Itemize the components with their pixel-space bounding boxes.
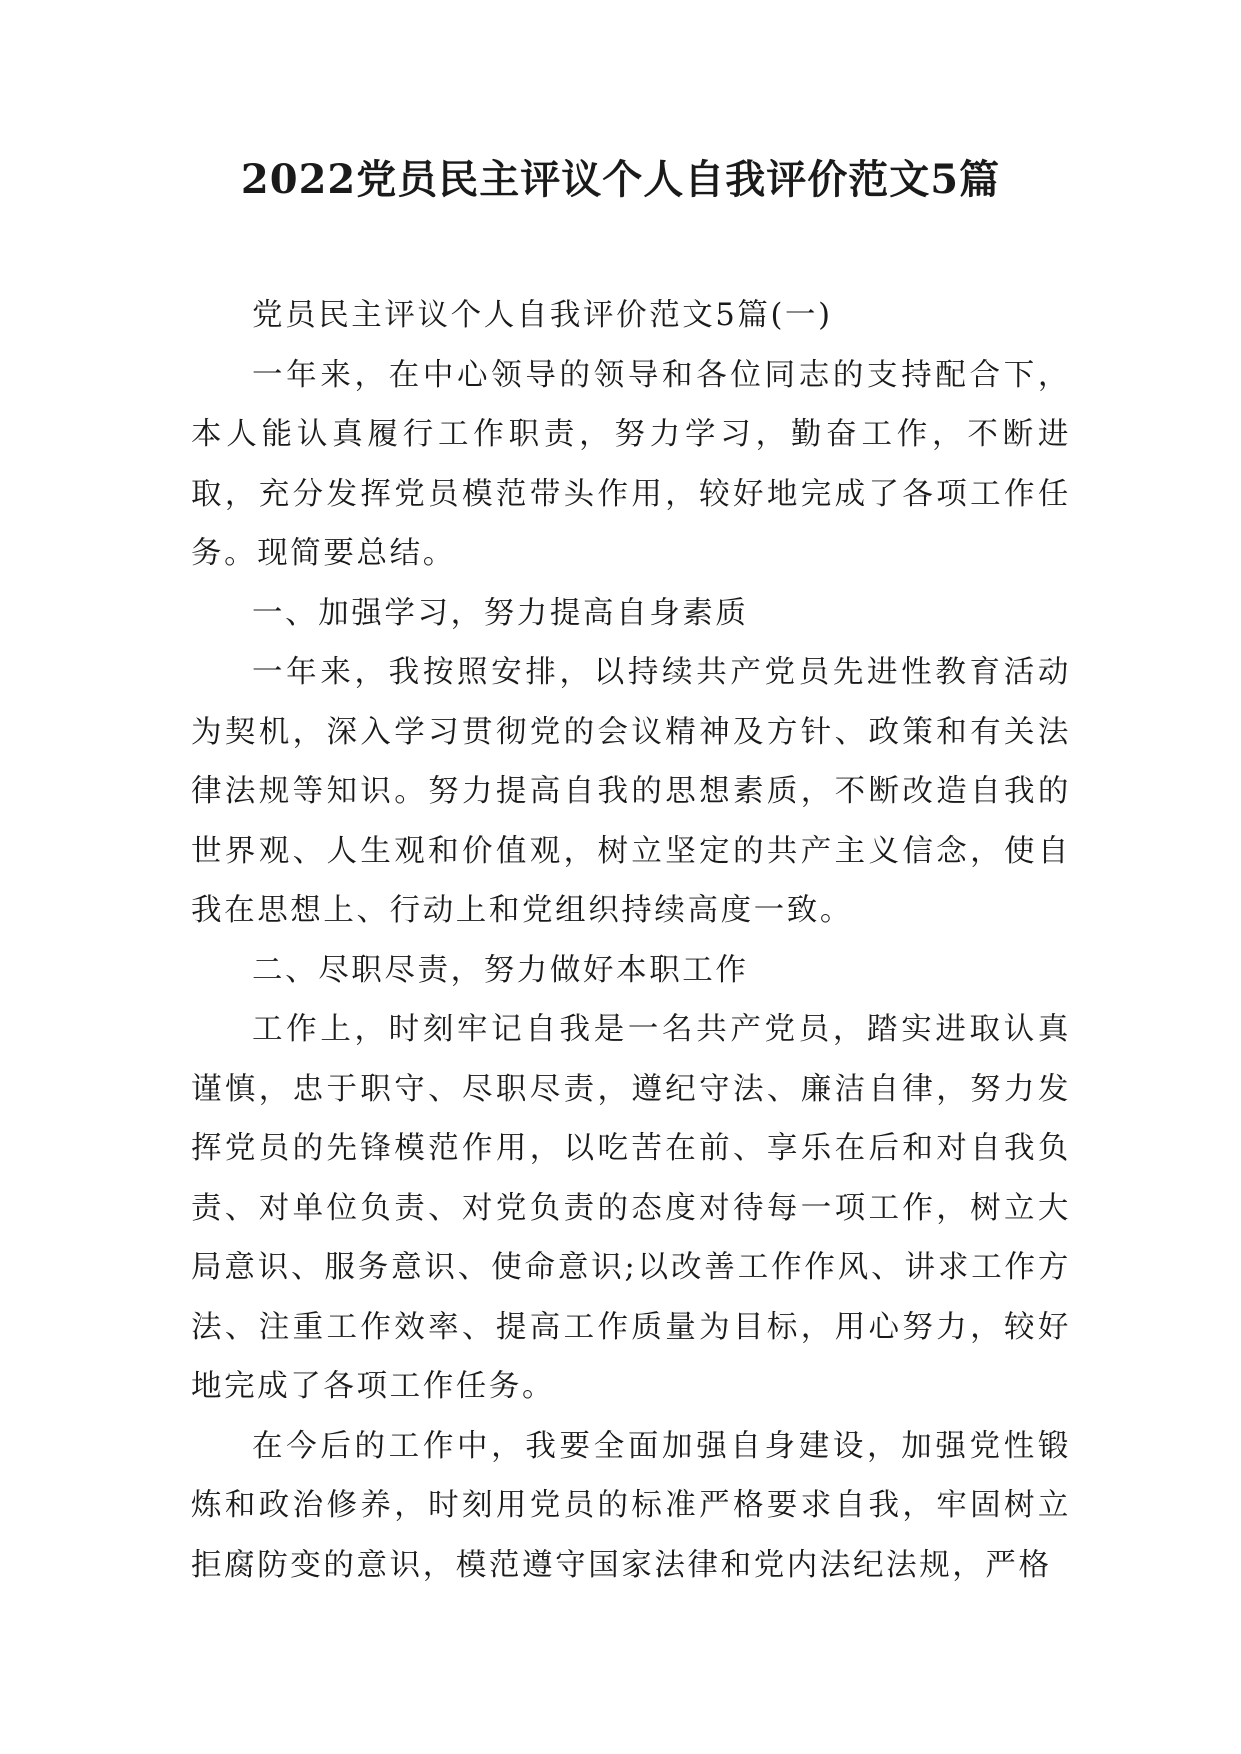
body-paragraph-study: 一年来，我按照安排，以持续共产党员先进性教育活动为契机，深入学习贯彻党的会议精神及方针、政策和有关法律法规等知识。努力提高自我的思想素质，不断改造自我的世界观、人生观和价值观，树立坚定的共产主义信念，使自我在思想上、行动上和党组织持续高度一致。 — [191, 655, 1071, 928]
body-paragraph-work: 工作上，时刻牢记自我是一名共产党员，踏实进取认真谨慎，忠于职守、尽职尽责，遵纪守法、廉洁自律，努力发挥党员的先锋模范作用，以吃苦在前、享乐在后和对自我负责、对单位负责、对党负责的态度对待每一项工作，树立大局意识、服务意识、使命意识;以改善工作作风、讲求工作方法、注重工作效率、提高工作质量为目标，用心努力，较好地完成了各项工作任务。 — [191, 1012, 1071, 1404]
document-body — [191, 286, 1071, 1595]
body-paragraph-future: 在今后的工作中，我要全面加强自身建设，加强党性锻炼和政治修养，时刻用党员的标准严格要求自我，牢固树立拒腐防变的意识，模范遵守国家法律和党内法纪法规，严格 — [191, 1428, 1071, 1583]
section-heading-1: 一、加强学习，努力提高自身素质 — [252, 595, 749, 631]
section-heading-2: 二、尽职尽责，努力做好本职工作 — [252, 952, 749, 988]
section-subtitle: 党员民主评议个人自我评价范文5篇(一) — [252, 298, 833, 333]
document-title: 2022党员民主评议个人自我评价范文5篇 — [240, 156, 1001, 203]
body-paragraph-intro: 一年来，在中心领导的领导和各位同志的支持配合下，本人能认真履行工作职责，努力学习，勤奋工作，不断进取，充分发挥党员模范带头作用，较好地完成了各项工作任务。现简要总结。 — [191, 357, 1071, 571]
